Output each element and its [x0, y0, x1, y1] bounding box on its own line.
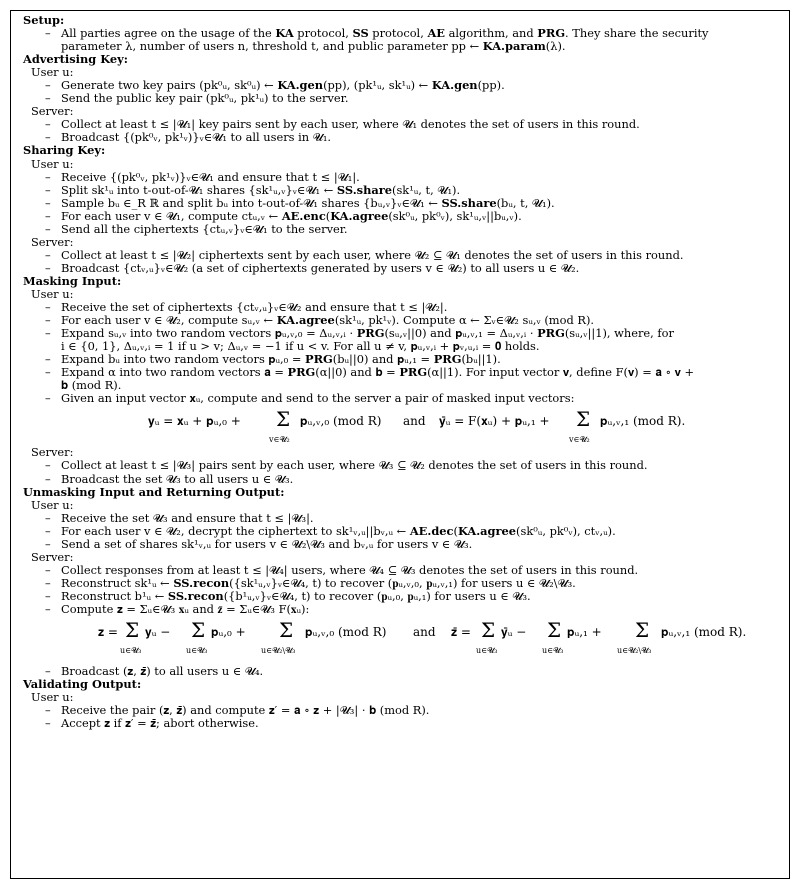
sum-subscript: u∈𝓤₃ — [542, 646, 564, 656]
sum-symbol: Σ — [191, 618, 206, 643]
list-item: – For each user v ∈ 𝓤₂, decrypt the ciphertext to sk¹ᵥ,ᵤ||bᵥ,ᵤ ← AE.dec(KA.agree(sk⁰ᵤ, pk⁰ᵥ), ctᵥ,ᵤ). — [45, 523, 616, 538]
role-label: User u: — [31, 286, 74, 301]
section-heading-setup: Setup: — [23, 13, 65, 27]
role-label: Server: — [31, 104, 74, 119]
list-item: – Split sk¹ᵤ into t-out-of-𝓤₁ shares {sk¹ᵤ,ᵥ}ᵥ∈𝓤₁ ← SS.share(sk¹ᵤ, t, 𝓤₁). — [45, 182, 461, 197]
section-heading-advertising: Advertising Key: — [23, 52, 128, 67]
equation-part: 𝐲ᵤ = 𝐱ᵤ + 𝐩ᵤ,₀ + — [148, 414, 241, 429]
sum-symbol: Σ — [635, 618, 650, 643]
equation-part: 𝐲̄ᵤ − — [501, 625, 527, 640]
list-item: – Broadcast (𝐳, 𝐳̄) to all users u ∈ 𝓤₄. — [45, 664, 264, 679]
list-item: – Broadcast the set 𝓤₃ to all users u ∈ 𝓤₃. — [45, 471, 294, 486]
sum-subscript: u∈𝓤₂\𝓤₃ — [617, 646, 652, 656]
sum-symbol: Σ — [279, 618, 294, 643]
list-item: – Receive {(pk⁰ᵥ, pk¹ᵥ)}ᵥ∈𝓤₁ and ensure that t ≤ |𝓤₁|. — [45, 169, 360, 184]
equation-part: 𝐩ᵤ,ᵥ,₁ (mod R). — [600, 414, 686, 429]
list-item: – Collect at least t ≤ |𝓤₃| pairs sent by each user, where 𝓤₃ ⊆ 𝓤₂ denotes the set of users in this round. — [45, 458, 648, 473]
sum-subscript: v∈𝓤₂ — [569, 435, 590, 445]
protocol-box — [10, 10, 790, 879]
sum-symbol: Σ — [125, 618, 140, 643]
sum-subscript: v∈𝓤₂ — [269, 435, 290, 445]
list-item-continuation: 𝐛 (mod R). — [61, 378, 122, 393]
list-item: – Send a set of shares sk¹ᵥ,ᵤ for users v ∈ 𝓤₂\𝓤₃ and bᵥ,ᵤ for users v ∈ 𝓤₃. — [45, 536, 473, 551]
sum-symbol: Σ — [276, 407, 291, 432]
sum-subscript: u∈𝓤₃ — [186, 646, 208, 656]
list-item: – Reconstruct b¹ᵤ ← SS.recon({b¹ᵤ,ᵥ}ᵥ∈𝓤₄, t) to recover (𝐩ᵤ,₀, 𝐩ᵤ,₁) for users u ∈ 𝓤₃. — [45, 588, 531, 603]
list-item: – Expand α into two random vectors 𝐚 = PRG(α||0) and 𝐛 = PRG(α||1). For input vector 𝐯, define F(𝐯) = 𝐚 ∘ 𝐯 + — [45, 365, 694, 380]
equation-part: 𝐩ᵤ,₁ + — [567, 625, 602, 640]
role-label: User u: — [31, 497, 74, 512]
role-label: Server: — [31, 445, 74, 460]
list-item: – Expand sᵤ,ᵥ into two random vectors 𝐩ᵤ,ᵥ,₀ = Δᵤ,ᵥ,ᵢ · PRG(sᵤ,ᵥ||0) and 𝐩ᵤ,ᵥ,₁ = Δᵤ,ᵥ,ᵢ · PRG(sᵤ,ᵥ||1), where, for — [45, 326, 674, 341]
role-label: User u: — [31, 65, 74, 80]
list-item: – Reconstruct sk¹ᵤ ← SS.recon({sk¹ᵤ,ᵥ}ᵥ∈𝓤₄, t) to recover (𝐩ᵤ,ᵥ,₀, 𝐩ᵤ,ᵥ,₁) for users u ∈ 𝓤₂\𝓤₃. — [45, 575, 576, 590]
sum-symbol: Σ — [481, 618, 496, 643]
list-item: – Broadcast {ctᵥ,ᵤ}ᵥ∈𝓤₂ (a set of ciphertexts generated by users v ∈ 𝓤₂) to all users u ∈ 𝓤₂. — [45, 260, 580, 275]
section-heading-validating: Validating Output: — [23, 677, 142, 692]
sum-symbol: Σ — [547, 618, 562, 643]
aggregate-equation — [23, 620, 779, 662]
list-item: – All parties agree on the usage of the KA protocol, SS protocol, AE algorithm, and PRG. They share the security — [45, 26, 709, 41]
list-item: – Sample bᵤ ∈_R ℝ and split bᵤ into t-out-of-𝓤₁ shares {bᵤ,ᵥ}ᵥ∈𝓤₁ ← SS.share(bᵤ, t, 𝓤₁). — [45, 195, 555, 210]
role-label: User u: — [31, 156, 74, 171]
list-item: – Collect responses from at least t ≤ |𝓤₄| users, where 𝓤₄ ⊆ 𝓤₃ denotes the set of users in this round. — [45, 562, 639, 577]
equation-part: 𝐩ᵤ,₀ + — [211, 625, 246, 640]
list-item: – Receive the pair (𝐳, 𝐳̄) and compute 𝐳′ = 𝐚 ∘ 𝐳 + |𝓤₃| · 𝐛 (mod R). — [45, 703, 430, 718]
role-label: Server: — [31, 549, 74, 564]
list-item: – Generate two key pairs (pk⁰ᵤ, sk⁰ᵤ) ← KA.gen(pp), (pk¹ᵤ, sk¹ᵤ) ← KA.gen(pp). — [45, 78, 505, 93]
list-item-continuation: parameter λ, number of users n, threshold t, and public parameter pp ← KA.param(λ). — [61, 39, 566, 54]
equation-part: and — [403, 414, 426, 429]
equation-part: 𝐳̄ = — [451, 625, 471, 640]
equation-part: 𝐩ᵤ,ᵥ,₁ (mod R). — [661, 625, 747, 640]
section-heading-unmasking: Unmasking Input and Returning Output: — [23, 484, 285, 499]
section-heading-masking: Masking Input: — [23, 273, 122, 288]
sum-symbol: Σ — [576, 407, 591, 432]
list-item: – Broadcast {(pk⁰ᵥ, pk¹ᵥ)}ᵥ∈𝓤₁ to all users in 𝓤₁. — [45, 130, 332, 145]
sum-subscript: u∈𝓤₂\𝓤₃ — [261, 646, 296, 656]
list-item-continuation: i ∈ {0, 1}, Δᵤ,ᵥ,ᵢ = 1 if u > v; Δᵤ,ᵥ = −1 if u < v. For all u ≠ v, 𝐩ᵤ,ᵥ,ᵢ + 𝐩ᵥ,ᵤ,ᵢ = 𝟎 holds. — [61, 339, 540, 354]
list-item: – Accept 𝐳 if 𝐳′ = 𝐳̄; abort otherwise. — [45, 716, 259, 731]
role-label: User u: — [31, 690, 74, 705]
list-item: – Expand bᵤ into two random vectors 𝐩ᵤ,₀ = PRG(bᵤ||0) and 𝐩ᵤ,₁ = PRG(bᵤ||1). — [45, 352, 501, 367]
equation-part: 𝐲̄ᵤ = F(𝐱ᵤ) + 𝐩ᵤ,₁ + — [439, 414, 550, 429]
list-item: – For each user v ∈ 𝓤₂, compute sᵤ,ᵥ ← KA.agree(sk¹ᵤ, pk¹ᵥ). Compute α ← Σᵥ∈𝓤₂ sᵤ,ᵥ (mod R). — [45, 313, 595, 328]
equation-part: 𝐲ᵤ − — [145, 625, 171, 640]
list-item: – Receive the set of ciphertexts {ctᵥ,ᵤ}ᵥ∈𝓤₂ and ensure that t ≤ |𝓤₂|. — [45, 300, 448, 315]
list-item: – Given an input vector 𝐱ᵤ, compute and send to the server a pair of masked input vectors: — [45, 391, 575, 406]
section-heading-sharing: Sharing Key: — [23, 143, 106, 158]
equation-part: and — [413, 625, 436, 640]
list-item: – Collect at least t ≤ |𝓤₂| ciphertexts sent by each user, where 𝓤₂ ⊆ 𝓤₁ denotes the set of users in this round. — [45, 247, 684, 262]
role-label: Server: — [31, 234, 74, 249]
sum-subscript: u∈𝓤₃ — [120, 646, 142, 656]
list-item: – Collect at least t ≤ |𝓤₁| key pairs sent by each user, where 𝓤₁ denotes the set of users in this round. — [45, 117, 640, 132]
sum-subscript: u∈𝓤₃ — [476, 646, 498, 656]
equation-part: 𝐳 = — [98, 625, 118, 640]
equation-part: 𝐩ᵤ,ᵥ,₀ (mod R) — [305, 625, 387, 640]
list-item: – Send all the ciphertexts {ctᵤ,ᵥ}ᵥ∈𝓤₁ to the server. — [45, 221, 348, 236]
list-item: – Receive the set 𝓤₃ and ensure that t ≤ |𝓤₃|. — [45, 510, 314, 525]
list-item: – Compute 𝐳 = Σᵤ∈𝓤₃ 𝐱ᵤ and 𝐳̄ = Σᵤ∈𝓤₃ F(𝐱ᵤ): — [45, 601, 310, 616]
list-item: – For each user v ∈ 𝓤₁, compute ctᵤ,ᵥ ← AE.enc(KA.agree(sk⁰ᵤ, pk⁰ᵥ), sk¹ᵤ,ᵥ||bᵤ,ᵥ). — [45, 208, 522, 223]
equation-part: 𝐩ᵤ,ᵥ,₀ (mod R) — [300, 414, 382, 429]
list-item: – Send the public key pair (pk⁰ᵤ, pk¹ᵤ) to the server. — [45, 91, 349, 106]
masked-input-equation — [23, 409, 779, 443]
